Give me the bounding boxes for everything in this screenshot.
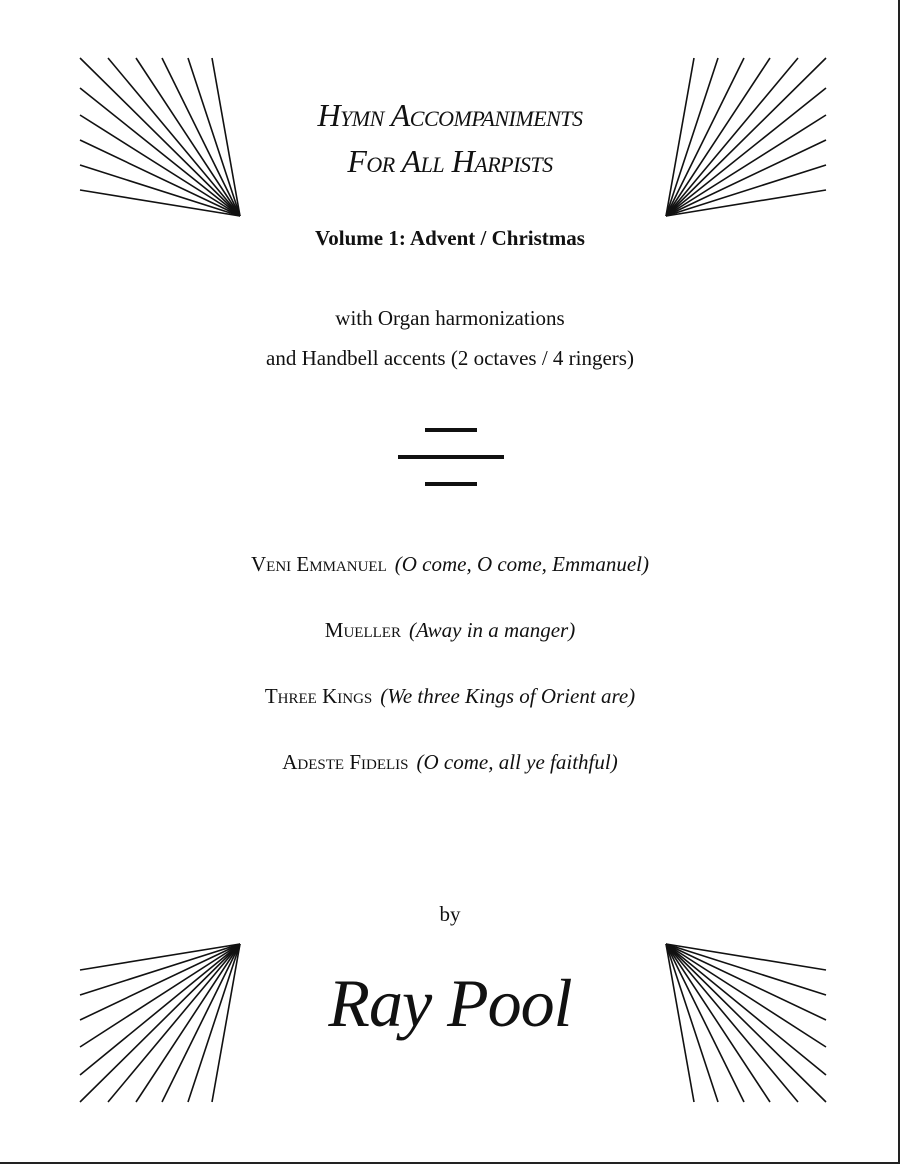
hymn-text-title: (We three Kings of Orient are) — [380, 684, 636, 708]
by-label: by — [439, 902, 461, 926]
divider-rule-middle — [398, 455, 504, 459]
hymn-text-title: (O come, O come, Emmanuel) — [394, 552, 649, 576]
title-line-1: Hymn Accompaniments — [317, 97, 583, 133]
subtitle-line-1: with Organ harmonizations — [335, 306, 565, 330]
hymn-entry — [0, 750, 900, 775]
hymn-entry — [0, 618, 900, 643]
title-line-2: For All Harpists — [347, 143, 553, 179]
hymn-tune-name: Veni Emmanuel — [251, 552, 387, 576]
volume-heading: Volume 1: Advent / Christmas — [315, 226, 585, 250]
subtitle-line-2: and Handbell accents (2 octaves / 4 ringers) — [266, 346, 634, 370]
hymn-entry — [0, 552, 900, 577]
fan-top-right-ray — [666, 190, 826, 216]
book-title — [0, 92, 900, 184]
hymn-text-title: (O come, all ye faithful) — [416, 750, 618, 774]
subtitle — [0, 298, 900, 378]
hymn-tune-name: Mueller — [324, 618, 401, 642]
hymn-tune-name: Three Kings — [264, 684, 373, 708]
divider-rule-top — [425, 428, 477, 432]
hymn-entry — [0, 684, 900, 709]
fan-top-left-ray — [80, 190, 240, 216]
divider-rule-bottom — [425, 482, 477, 486]
hymn-text-title: (Away in a manger) — [408, 618, 576, 642]
author-name: Ray Pool — [328, 965, 572, 1041]
hymn-tune-name: Adeste Fidelis — [282, 750, 409, 774]
